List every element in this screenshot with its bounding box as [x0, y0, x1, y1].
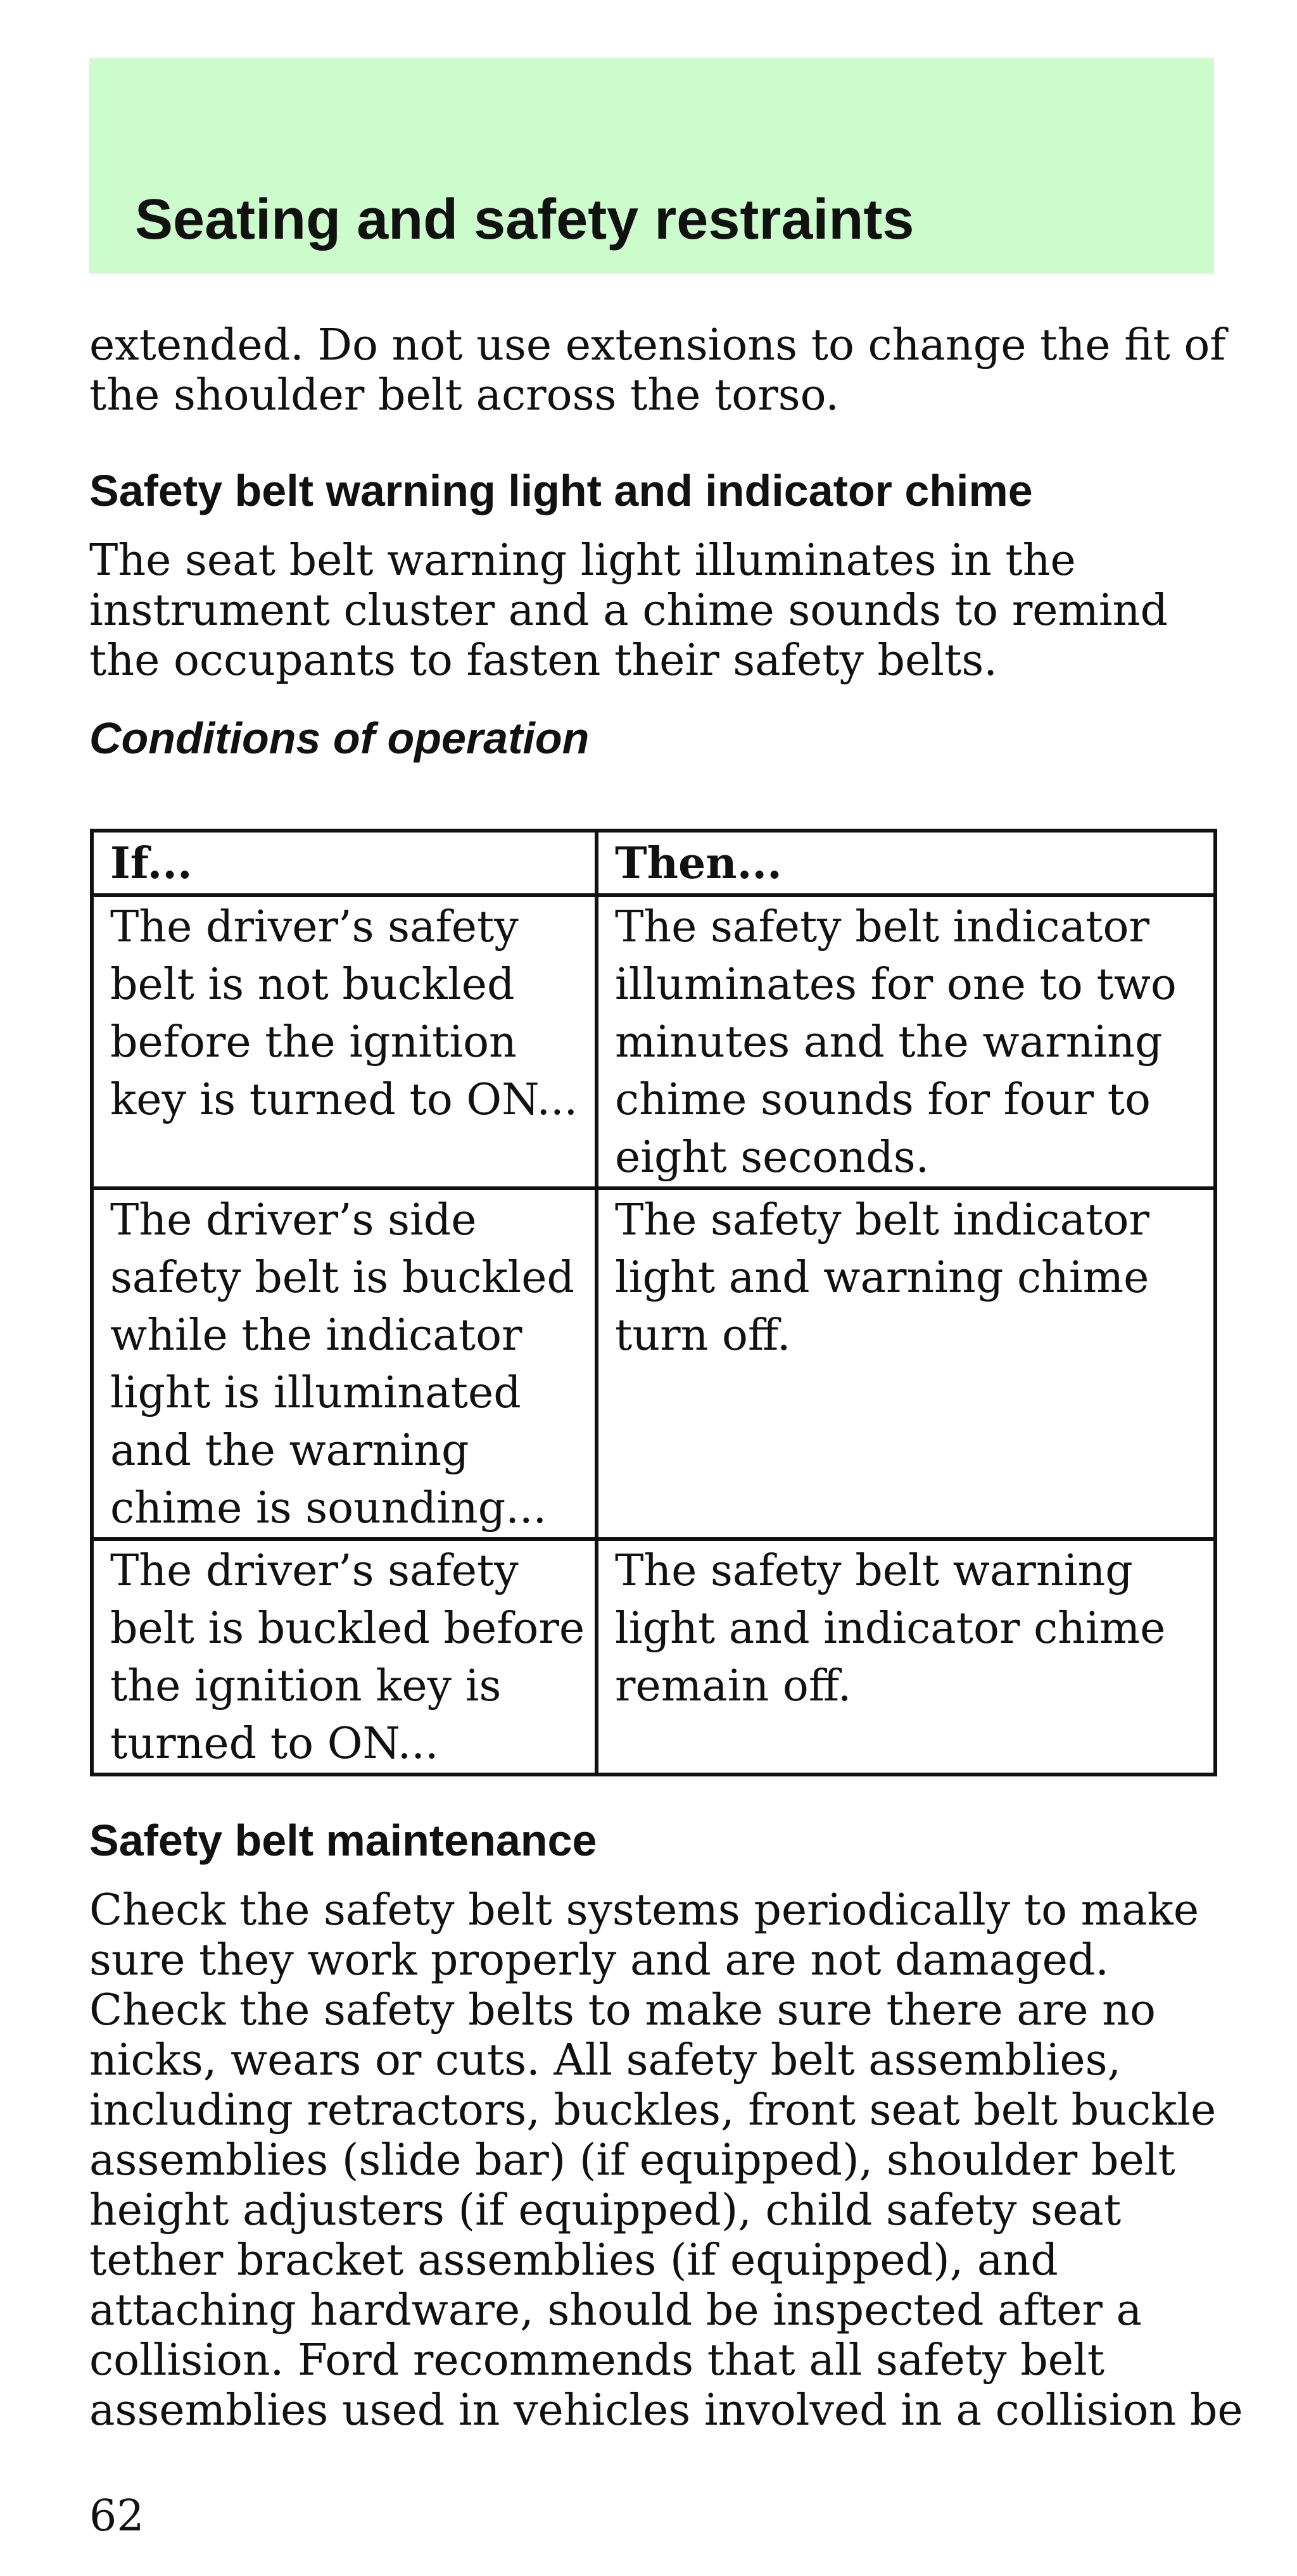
conditions-table [90, 829, 1217, 1776]
text-line: Check the safety belts to make sure there are no [89, 1985, 1156, 2035]
text-line: remain off. [615, 1661, 852, 1711]
text-line: while the indicator [110, 1310, 522, 1360]
text-line: The driver’s side [110, 1195, 477, 1245]
text-line: assemblies used in vehicles involved in a collision be [89, 2385, 1243, 2435]
text-line: height adjusters (if equipped), child safety seat [89, 2185, 1122, 2235]
condition-cell [92, 1539, 597, 1775]
text-line: the occupants to fasten their safety belts. [89, 636, 997, 686]
result-cell [597, 1539, 1215, 1775]
maintenance-heading: Safety belt maintenance [89, 1816, 597, 1865]
result-cell [597, 895, 1215, 1188]
text-line: The safety belt indicator [615, 902, 1149, 952]
text-line: collision. Ford recommends that all safety belt [89, 2335, 1105, 2385]
text-line: light is illuminated [110, 1368, 521, 1418]
text-line: chime sounds for four to [615, 1075, 1151, 1125]
text-line: turn off. [615, 1310, 791, 1360]
table-row [92, 1539, 1215, 1775]
table-row [92, 895, 1215, 1188]
text-line: attaching hardware, should be inspected after a [89, 2285, 1142, 2335]
page-number: 62 [89, 2491, 144, 2541]
warning-light-paragraph [89, 536, 1223, 686]
text-line: and the warning [110, 1426, 469, 1476]
text-line: The driver’s safety [110, 1546, 519, 1596]
text-line: The safety belt indicator [615, 1195, 1149, 1245]
text-line: sure they work properly and are not damaged. [89, 1935, 1110, 1985]
column-header-then: Then... [597, 831, 1215, 895]
result-cell [597, 1188, 1215, 1539]
text-line: safety belt is buckled [110, 1253, 575, 1303]
text-line: the shoulder belt across the torso. [89, 370, 839, 420]
text-line: chime is sounding... [110, 1483, 547, 1533]
text-line: illuminates for one to two [615, 960, 1177, 1010]
text-line: instrument cluster and a chime sounds to remind [89, 586, 1168, 636]
text-line: the ignition key is [110, 1661, 502, 1711]
text-line: including retractors, buckles, front seat belt buckle [89, 2085, 1217, 2135]
text-line: extended. Do not use extensions to change the fit of [89, 320, 1226, 370]
text-line: eight seconds. [615, 1133, 930, 1183]
condition-cell [92, 895, 597, 1188]
text-line: belt is not buckled [110, 960, 515, 1010]
table-header-row [92, 831, 1215, 895]
text-line: turned to ON... [110, 1719, 439, 1769]
warning-light-heading: Safety belt warning light and indicator chime [89, 466, 1033, 515]
text-line: minutes and the warning [615, 1017, 1163, 1067]
maintenance-paragraph [89, 1885, 1243, 2435]
conditions-heading: Conditions of operation [89, 713, 590, 763]
condition-cell [92, 1188, 597, 1539]
text-line: The driver’s safety [110, 902, 519, 952]
text-line: The seat belt warning light illuminates in the [89, 536, 1076, 586]
text-line: assemblies (slide bar) (if equipped), shoulder belt [89, 2135, 1175, 2185]
text-line: tether bracket assemblies (if equipped), and [89, 2235, 1058, 2285]
section-header-band [89, 58, 1214, 273]
text-line: light and warning chime [615, 1253, 1149, 1303]
text-line: nicks, wears or cuts. All safety belt assemblies, [89, 2035, 1122, 2085]
text-line: belt is buckled before [110, 1604, 585, 1654]
text-line: Check the safety belt systems periodically to make [89, 1885, 1199, 1935]
text-line: before the ignition [110, 1017, 517, 1067]
intro-paragraph [89, 320, 1226, 420]
table-row [92, 1188, 1215, 1539]
column-header-if: If... [92, 831, 597, 895]
text-line: key is turned to ON... [110, 1075, 578, 1125]
text-line: light and indicator chime [615, 1604, 1166, 1654]
section-title: Seating and safety restraints [135, 188, 914, 251]
text-line: The safety belt warning [615, 1546, 1133, 1596]
